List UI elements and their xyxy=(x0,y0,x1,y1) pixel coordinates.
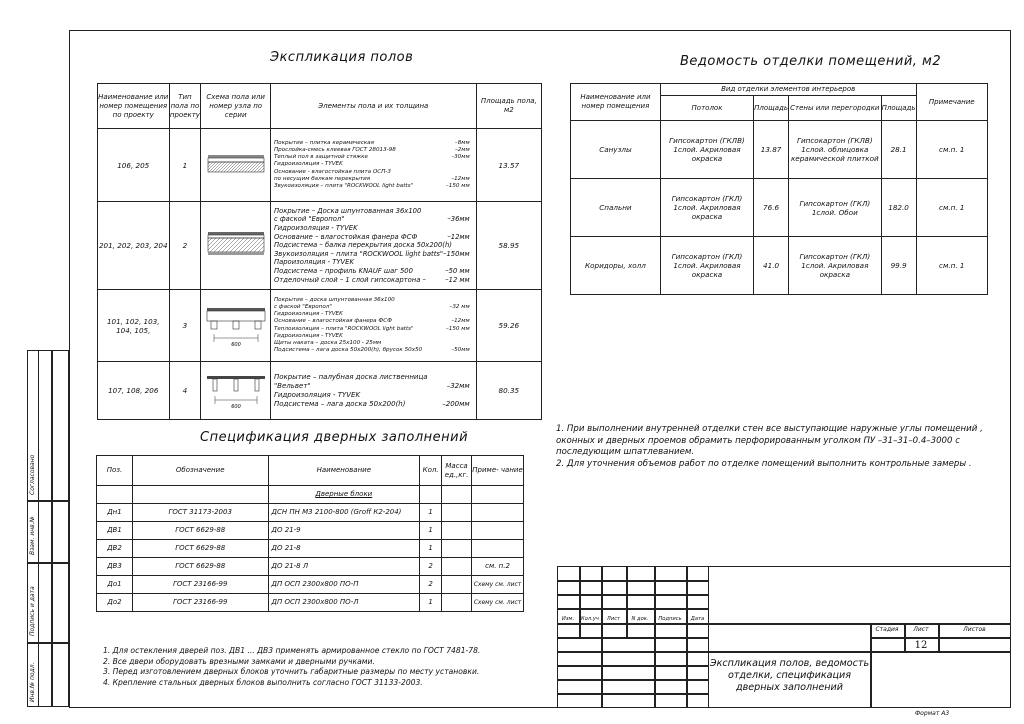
floor-element-thickness xyxy=(470,169,476,176)
stamp-title: Экспликация полов, ведомость отделки, спецификация дверных заполнений xyxy=(709,658,870,693)
floor-element-line xyxy=(274,224,476,233)
door-mass xyxy=(442,558,472,576)
floor-element-line xyxy=(274,241,476,250)
floor-element-thickness: –12мм xyxy=(447,232,470,241)
door-pos: ДВ1 xyxy=(97,522,133,540)
floor-element-line xyxy=(274,207,476,216)
floor-element-text: Гидроизоляция - TYVEK xyxy=(273,332,343,339)
floor-table xyxy=(97,83,542,420)
floor-element-text: Подсистема – лага доска 50х200(h) xyxy=(273,399,406,408)
door-header-mass: Масса ед.,кг. xyxy=(442,456,472,486)
door-note-line: 3. Перед изготовлением дверных блоков уточнить габаритные размеры по месту установки. xyxy=(103,667,480,676)
floor-element-line xyxy=(274,373,476,382)
floor-element-thickness: –50 мм xyxy=(445,266,470,275)
floor-element-line xyxy=(274,258,476,267)
floor-element-thickness: –8мм xyxy=(454,139,470,146)
finish-notes xyxy=(556,424,996,470)
stamp-sheet-label: Лист xyxy=(913,626,929,633)
table-row xyxy=(97,558,524,576)
door-pos: До1 xyxy=(97,576,133,594)
floor-element-text: Покрытие – палубная доска лиственница xyxy=(273,372,428,381)
table-row xyxy=(97,576,524,594)
door-pos: До2 xyxy=(97,594,133,612)
floor-element-thickness xyxy=(470,241,476,250)
floor-element-thickness: –50мм xyxy=(451,347,470,354)
floor-element-text: Теплоизоляция – плита "ROCKWOOL light batts" xyxy=(273,325,414,332)
table-row xyxy=(97,522,524,540)
floor-element-text: Подсистема – балка перекрытия доска 50х200(h) xyxy=(273,241,452,250)
door-designation: ГОСТ 23166-99 xyxy=(132,594,268,612)
floor-element-thickness: –32мм xyxy=(446,381,470,390)
door-mass xyxy=(442,522,472,540)
door-name: ДП ОСП 2300х800 ПО-Л xyxy=(268,594,420,612)
floor-element-line xyxy=(274,250,476,259)
door-note xyxy=(472,504,524,522)
floor-type: 4 xyxy=(169,362,201,420)
floor-element-text: Звукоизоляция – плита "ROCKWOOL light batts" xyxy=(273,249,444,258)
floor-element-text: с фаской "Европол" xyxy=(273,303,332,310)
floor-element-text: Теплый пол в защитной стяжке xyxy=(273,154,368,161)
floor-header-room: Наименование или номер помещения по проекту xyxy=(98,84,170,129)
dimension-label: 600 xyxy=(230,403,241,410)
floor-element-text: Щиты наката – доска 25х100 - 25мм xyxy=(273,339,382,346)
finish-note-line: 2. Для уточнения объемов работ по отделке помещений выполнить контрольные замеры . xyxy=(556,458,972,469)
floor-element-text: Прослойка-смесь клеевая ГОСТ 28013-98 xyxy=(273,146,396,153)
floor-elements xyxy=(270,362,476,420)
door-pos: ДВ2 xyxy=(97,540,133,558)
floor-element-thickness: –150 мм xyxy=(445,183,470,189)
floor-element-line xyxy=(274,183,476,190)
door-header-designation: Обозначение xyxy=(132,456,268,486)
floor-element-text: Гидроизоляция - TYVEK xyxy=(273,390,361,399)
door-qty: 2 xyxy=(420,576,442,594)
door-mass xyxy=(442,576,472,594)
floor-element-thickness: –150мм xyxy=(443,249,470,258)
door-mass xyxy=(442,594,472,612)
floor-element-line xyxy=(274,326,476,333)
floor-room: 201, 202, 203, 204 xyxy=(98,202,170,290)
floor-element-thickness: –30мм xyxy=(451,154,470,161)
floor-scheme xyxy=(201,290,271,362)
finish-header-room: Наименование или номер помещения xyxy=(571,84,661,121)
floor-area: 13.57 xyxy=(476,129,541,202)
floor-element-thickness: –2мм xyxy=(454,146,470,153)
floor-element-line xyxy=(274,140,476,147)
stamp-stage-label: Стадия xyxy=(875,626,899,633)
door-pos: Дн1 xyxy=(97,504,133,522)
door-qty: 1 xyxy=(420,540,442,558)
finish-table xyxy=(570,83,988,295)
floor-element-line xyxy=(274,304,476,311)
finish-ceiling: Гипсокартон (ГКЛ) 1слой. Акриловая окраска xyxy=(660,179,753,237)
door-designation: ГОСТ 6629-88 xyxy=(132,558,268,576)
floor-element-text: Гидроизоляция - TYVEK xyxy=(273,311,343,318)
finish-area2: 182.0 xyxy=(881,179,916,237)
door-qty: 1 xyxy=(420,594,442,612)
floor-section-sketch xyxy=(206,145,266,181)
floor-area: 80.35 xyxy=(476,362,541,420)
floor-element-line xyxy=(274,276,476,285)
finish-walls: Гипсокартон (ГКЛ) 1слой. Акриловая окраска xyxy=(789,237,882,295)
finish-note-line: 1. При выполнении внутренней отделки стен все выступающие наружные углы помещений , xyxy=(556,424,983,434)
floor-header-elements: Элементы пола и их толщина xyxy=(270,84,476,129)
floor-element-line xyxy=(274,297,476,304)
finish-note-line: последующим шпатлеванием. xyxy=(556,447,695,457)
finish-area1: 41.0 xyxy=(754,237,789,295)
finish-walls: Гипсокартон (ГКЛ) 1слой. Обои xyxy=(789,179,882,237)
door-name: ДП ОСП 2300х800 ПО-П xyxy=(268,576,420,594)
door-note: Схему см. лист xyxy=(472,594,524,612)
floor-element-thickness xyxy=(470,333,476,340)
stamp-col: Кол.уч xyxy=(581,616,599,622)
floor-element-thickness xyxy=(470,391,476,400)
finish-area2: 99.9 xyxy=(881,237,916,295)
floor-element-text: Подсистема – лага доска 50х200(h), брусок 50х50 xyxy=(273,347,423,354)
dimension-label: 600 xyxy=(230,341,241,348)
finish-header-walls: Стены или перегородки xyxy=(789,96,882,121)
door-name: ДО 21-8 xyxy=(268,540,420,558)
stamp-sheets-label: Листов xyxy=(963,626,986,633)
floor-element-line xyxy=(274,400,476,409)
floor-element-line xyxy=(274,311,476,318)
finish-area2: 28.1 xyxy=(881,121,916,179)
floor-element-text: Гидроизоляция - TYVEK xyxy=(273,161,343,168)
door-name: ДО 21-9 xyxy=(268,522,420,540)
floor-element-thickness xyxy=(470,258,476,267)
table-row xyxy=(98,129,542,202)
floor-element-line xyxy=(274,176,476,183)
door-header-qty: Кол. xyxy=(420,456,442,486)
floor-element-text: Покрытие – Доска шпунтованная 36х100 xyxy=(273,206,422,215)
floor-element-line xyxy=(274,333,476,340)
stamp-col: Лист xyxy=(606,616,621,622)
floor-section-sketch xyxy=(203,298,269,350)
sign-date-label: Подпись и дата xyxy=(29,586,36,636)
finish-room: Коридоры, холл xyxy=(571,237,661,295)
finish-ceiling: Гипсокартон (ГКЛ) 1слой. Акриловая окраска xyxy=(660,237,753,295)
floor-element-text: Основание - влагостойкая плита ОСП-3 xyxy=(273,168,391,175)
floor-element-line xyxy=(274,382,476,391)
door-header-pos: Поз. xyxy=(97,456,133,486)
door-name: ДО 21-8 Л xyxy=(268,558,420,576)
floor-element-text: Гидроизоляция - TYVEK xyxy=(273,224,358,233)
floor-element-text: Пароизоляция - TYVEK xyxy=(273,258,354,267)
floor-type: 2 xyxy=(169,202,201,290)
floor-element-thickness: –12 мм xyxy=(445,275,470,284)
floor-elements xyxy=(270,129,476,202)
door-header-name: Наименование xyxy=(268,456,420,486)
floor-element-thickness xyxy=(470,297,476,304)
table-row xyxy=(98,290,542,362)
finish-table-title: Ведомость отделки помещений, м2 xyxy=(680,54,942,69)
finish-room: Спальни xyxy=(571,179,661,237)
door-qty: 2 xyxy=(420,558,442,576)
floor-type: 1 xyxy=(169,129,201,202)
floor-element-line xyxy=(274,233,476,242)
door-designation: ГОСТ 6629-88 xyxy=(132,522,268,540)
finish-header-ceiling: Потолок xyxy=(660,96,753,121)
door-note-line: 1. Для остекления дверей поз. ДВ1 ... ДВ3 применять армированное стекло по ГОСТ 7481-78. xyxy=(103,646,481,655)
door-name: ДСН ПН М3 2100-800 (Groff К2-204) xyxy=(268,504,420,522)
floor-room: 106, 205 xyxy=(98,129,170,202)
floor-element-line xyxy=(274,318,476,325)
door-designation: ГОСТ 23166-99 xyxy=(132,576,268,594)
floor-type: 3 xyxy=(169,290,201,362)
floor-scheme xyxy=(201,202,271,290)
floor-element-thickness: –12мм xyxy=(451,175,470,182)
stamp-col: Подпись xyxy=(658,616,682,622)
door-note-line: 4. Крепление стальных дверных блоков выполнить согласно ГОСТ 31133-2003. xyxy=(103,677,423,687)
door-table xyxy=(96,455,524,612)
door-designation: ГОСТ 6629-88 xyxy=(132,540,268,558)
door-mass xyxy=(442,540,472,558)
finish-header-area1: Площадь xyxy=(754,96,789,121)
floor-elements xyxy=(270,202,476,290)
floor-element-thickness: –150 мм xyxy=(445,325,470,332)
floor-area: 59.26 xyxy=(476,290,541,362)
door-note xyxy=(472,522,524,540)
floor-element-line xyxy=(274,169,476,176)
finish-area1: 76.6 xyxy=(754,179,789,237)
floor-scheme xyxy=(201,129,271,202)
floor-element-text: Подсистема – профиль KNAUF шаг 500 xyxy=(273,266,413,275)
floor-elements xyxy=(270,290,476,362)
table-row xyxy=(571,237,988,295)
table-row xyxy=(97,504,524,522)
floor-element-text: "Вельвет" xyxy=(273,381,311,390)
door-section-label: Дверные блоки xyxy=(268,486,420,504)
floor-header-type: Тип пола по проекту xyxy=(169,84,201,129)
floor-element-text: Основание – влагостойкая фанера ФСФ xyxy=(273,232,418,241)
floor-element-text: Основание – влагостойкая фанера ФСФ xyxy=(273,318,392,325)
agreed-label: Согласовано xyxy=(29,454,36,495)
stamp-col: Изм. xyxy=(561,616,575,622)
floor-element-text: Покрытие – доска шпунтованная 36х100 xyxy=(273,296,395,303)
door-qty: 1 xyxy=(420,522,442,540)
finish-header-area2: Площадь xyxy=(881,96,916,121)
door-qty: 1 xyxy=(420,504,442,522)
floor-element-line xyxy=(274,347,476,354)
floor-element-thickness xyxy=(470,373,476,382)
table-row xyxy=(97,594,524,612)
stamp-sheet-number: 12 xyxy=(914,640,928,651)
finish-walls: Гипсокартон (ГКЛВ) 1слой. облицовка керамической плиткой xyxy=(789,121,882,179)
floor-element-text: по несущим балкам перекрытия xyxy=(273,175,371,182)
floor-element-line xyxy=(274,340,476,347)
floor-element-text: Отделочный слой – 1 слой гипсокартона – xyxy=(273,275,426,284)
finish-note: см.п. 1 xyxy=(916,121,987,179)
floor-element-text: Покрытие – плитка керамическая xyxy=(273,139,374,146)
floor-element-line xyxy=(274,215,476,224)
floor-element-line xyxy=(274,147,476,154)
door-table-title: Спецификация дверных заполнений xyxy=(200,430,469,445)
floor-element-text: Звукоизоляция – плита "ROCKWOOL light batts" xyxy=(273,183,414,189)
floor-element-thickness: –32 мм xyxy=(449,303,470,310)
format-label: Формат А3 xyxy=(915,710,950,717)
floor-room: 101, 102, 103, 104, 105, xyxy=(98,290,170,362)
finish-note: см.п. 1 xyxy=(916,237,987,295)
floor-header-area: Площадь пола, м2 xyxy=(476,84,541,129)
finish-note-line: оконных и дверных проемов обрамить перфорированным уголком ПУ –31–31–0.4–3000 с xyxy=(556,435,960,446)
table-row xyxy=(571,121,988,179)
finish-area1: 13.87 xyxy=(754,121,789,179)
floor-element-line xyxy=(274,267,476,276)
floor-section-sketch xyxy=(206,224,266,264)
floor-element-line xyxy=(274,391,476,400)
floor-scheme xyxy=(201,362,271,420)
door-mass xyxy=(442,504,472,522)
inv-orig-label: Инв.№ подл. xyxy=(29,662,36,702)
door-note-line: 2. Все двери оборудовать врезными замками и дверными ручками. xyxy=(103,656,375,666)
floor-element-thickness xyxy=(470,161,476,168)
floor-element-thickness: –36мм xyxy=(447,215,470,224)
table-row xyxy=(98,202,542,290)
inv-replace-label: Взам. инв.№ xyxy=(29,516,36,555)
finish-room: Санузлы xyxy=(571,121,661,179)
door-designation: ГОСТ 31173-2003 xyxy=(132,504,268,522)
finish-header-note: Примечание xyxy=(916,84,987,121)
stamp-col: Дата xyxy=(690,616,705,622)
stamp-col: N док. xyxy=(631,616,649,622)
finish-ceiling: Гипсокартон (ГКЛВ) 1слой. Акриловая окраска xyxy=(660,121,753,179)
floor-element-line xyxy=(274,154,476,161)
table-row xyxy=(97,540,524,558)
door-note xyxy=(472,540,524,558)
table-row xyxy=(98,362,542,420)
finish-header-group: Вид отделки элементов интерьеров xyxy=(660,84,916,96)
floor-element-thickness: –12мм xyxy=(451,318,470,325)
floor-section-sketch xyxy=(203,366,269,412)
door-note: см. п.2 xyxy=(472,558,524,576)
floor-element-line xyxy=(274,161,476,168)
door-note: Схему см. лист xyxy=(472,576,524,594)
floor-element-thickness xyxy=(470,340,476,347)
door-header-note: Приме- чание xyxy=(472,456,524,486)
floor-element-text: с фаской "Европол" xyxy=(273,215,345,224)
door-pos: ДВ3 xyxy=(97,558,133,576)
floor-area: 58.95 xyxy=(476,202,541,290)
table-row xyxy=(571,179,988,237)
floor-element-thickness: –200мм xyxy=(442,399,470,408)
floor-element-thickness xyxy=(470,224,476,233)
floor-table-title: Экспликация полов xyxy=(270,50,414,65)
floor-element-thickness xyxy=(470,311,476,318)
door-notes xyxy=(103,646,533,688)
floor-header-scheme: Схема пола или номер узла по серии xyxy=(201,84,271,129)
floor-room: 107, 108, 206 xyxy=(98,362,170,420)
floor-element-thickness xyxy=(470,207,476,216)
finish-note: см.п. 1 xyxy=(916,179,987,237)
